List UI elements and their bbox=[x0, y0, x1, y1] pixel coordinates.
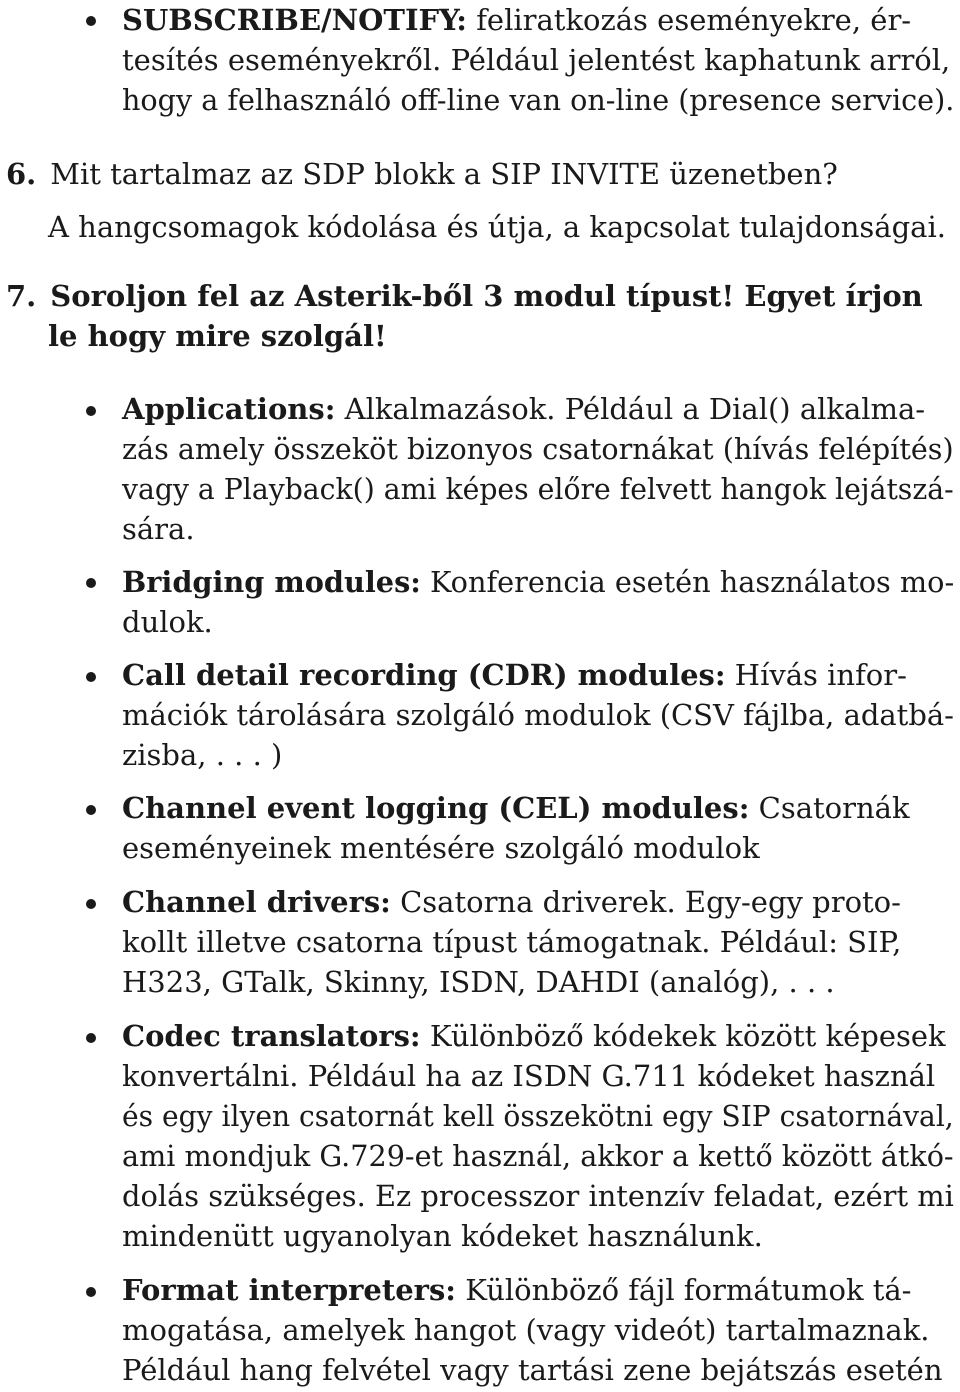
module-label: Applications: bbox=[122, 392, 336, 426]
module-item-applications bbox=[122, 389, 925, 429]
module-text: kollt illetve csatorna típust támogatnak. Például: SIP, bbox=[122, 925, 902, 959]
module-item-format-interpreters bbox=[122, 1270, 911, 1310]
module-text: H323, GTalk, Skinny, ISDN, DAHDI (analóg), . . . bbox=[122, 965, 835, 999]
question-title: Mit tartalmaz az SDP blokk a SIP INVITE üzenetben? bbox=[50, 157, 838, 191]
question-6-answer: A hangcsomagok kódolása és útja, a kapcsolat tulajdonságai. bbox=[48, 210, 946, 244]
question-6 bbox=[6, 154, 838, 194]
module-text: zás amely összeköt bizonyos csatornákat (hívás felépítés) bbox=[122, 432, 954, 466]
bullet-icon bbox=[86, 899, 96, 909]
module-text: mációk tárolására szolgáló modulok (CSV fájlba, adatbá- bbox=[122, 698, 954, 732]
module-text: konvertálni. Például ha az ISDN G.711 kódeket használ bbox=[122, 1059, 936, 1093]
module-text: Alkalmazások. Például a Dial() alkalma- bbox=[335, 392, 926, 426]
question-title: le hogy mire szolgál! bbox=[48, 319, 387, 353]
question-number: 6. bbox=[6, 157, 37, 191]
module-text: sára. bbox=[122, 512, 195, 546]
list-item-text: feliratkozás eseményekre, ér- bbox=[466, 3, 912, 37]
module-label: Channel drivers: bbox=[122, 885, 391, 919]
module-text: Konferencia esetén használatos mo- bbox=[420, 565, 955, 599]
list-item-text: tesítés eseményekről. Például jelentést kaphatunk arról, bbox=[122, 43, 951, 77]
module-text: Különböző kódekek között képesek bbox=[420, 1019, 946, 1053]
bullet-icon bbox=[86, 1287, 96, 1297]
module-text: Csatorna driverek. Egy-egy proto- bbox=[390, 885, 901, 919]
bullet-icon bbox=[86, 805, 96, 815]
list-item-label: SUBSCRIBE/NOTIFY: bbox=[122, 3, 467, 37]
module-text: Különböző fájl formátumok tá- bbox=[455, 1273, 912, 1307]
bullet-icon bbox=[86, 672, 96, 682]
module-text: Hívás infor- bbox=[725, 658, 907, 692]
bullet-icon bbox=[86, 1033, 96, 1043]
module-label: Call detail recording (CDR) modules: bbox=[122, 658, 726, 692]
bullet-icon bbox=[86, 578, 96, 588]
bullet-icon bbox=[86, 406, 96, 416]
module-text: dulok. bbox=[122, 605, 213, 639]
bullet-icon bbox=[86, 16, 96, 26]
module-text: zisba, . . . ) bbox=[122, 738, 283, 772]
module-item-bridging bbox=[122, 562, 954, 602]
module-text: mindenütt ugyanolyan kódeket használunk. bbox=[122, 1219, 763, 1253]
list-item-subscribe-line-1 bbox=[122, 0, 911, 40]
list-item-text: hogy a felhasználó off-line van on-line (presence service). bbox=[122, 83, 955, 117]
module-text: Például hang felvétel vagy tartási zene bejátszás esetén bbox=[122, 1353, 943, 1387]
module-text: ami mondjuk G.729-et használ, akkor a kettő között átkó- bbox=[122, 1139, 954, 1173]
module-item-channel-drivers bbox=[122, 882, 901, 922]
question-number: 7. bbox=[6, 279, 37, 313]
question-7 bbox=[6, 276, 923, 316]
module-text: Csatornák bbox=[749, 791, 910, 825]
question-title: Soroljon fel az Asterik-ből 3 modul típust! Egyet írjon bbox=[50, 279, 923, 313]
module-label: Channel event logging (CEL) modules: bbox=[122, 791, 750, 825]
module-item-cdr bbox=[122, 655, 907, 695]
module-text: eseményeinek mentésére szolgáló modulok bbox=[122, 831, 760, 865]
module-label: Codec translators: bbox=[122, 1019, 421, 1053]
module-text: mogatása, amelyek hangot (vagy videót) tartalmaznak. bbox=[122, 1313, 930, 1347]
module-text: és egy ilyen csatornát kell összekötni egy SIP csatornával, bbox=[122, 1099, 954, 1133]
module-label: Bridging modules: bbox=[122, 565, 421, 599]
module-text: dolás szükséges. Ez processzor intenzív feladat, ezért mi bbox=[122, 1179, 954, 1213]
module-text: vagy a Playback() ami képes előre felvett hangok lejátszá- bbox=[122, 472, 954, 506]
module-label: Format interpreters: bbox=[122, 1273, 456, 1307]
module-item-codec-translators bbox=[122, 1016, 946, 1056]
module-item-cel bbox=[122, 788, 910, 828]
